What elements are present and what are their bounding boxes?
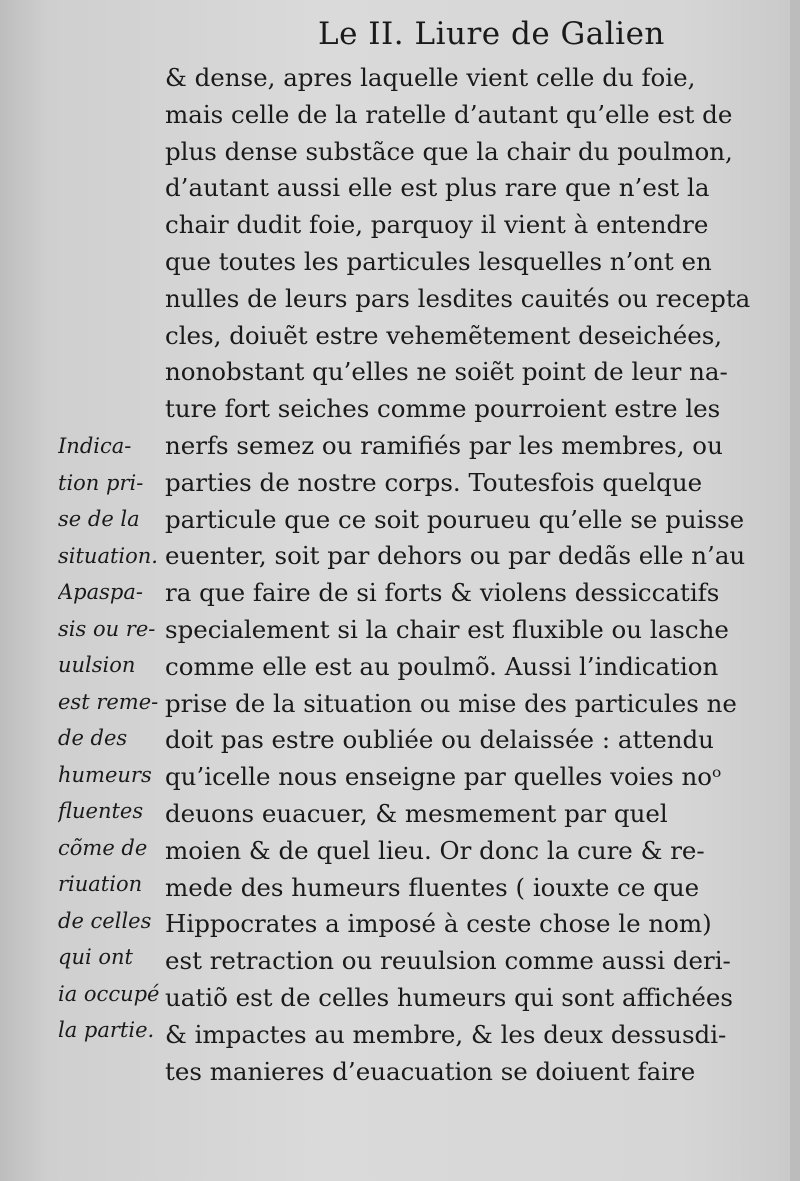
text-line: Hippocrates a imposé à ceste chose le nom) bbox=[165, 909, 712, 939]
margin-note-line: se de la bbox=[58, 507, 140, 531]
text-line: euenter, soit par dehors ou par dedãs elle n’au bbox=[165, 541, 746, 571]
margin-note-line: ia occupé bbox=[58, 981, 160, 1006]
text-line: & dense, apres laquelle vient celle du foie, bbox=[165, 63, 696, 92]
page-edge-shadow bbox=[790, 0, 800, 1181]
text-line: mais celle de la ratelle d’autant qu’elle est de bbox=[165, 99, 733, 129]
margin-note-line: humeurs bbox=[58, 762, 152, 787]
margin-note-line: la partie. bbox=[58, 1018, 155, 1042]
margin-note-line: sis ou re- bbox=[58, 616, 156, 641]
text-line: deuons euacuer, & mesmement par quel bbox=[165, 798, 668, 828]
text-line: que toutes les particules lesquelles n’ont en bbox=[165, 246, 712, 276]
margin-note-line: fluentes bbox=[58, 799, 144, 823]
margin-note-line: cõme de bbox=[58, 835, 148, 860]
text-line: ture fort seiches comme pourroient estre les bbox=[165, 394, 721, 424]
text-line: d’autant aussi elle est plus rare que n’est la bbox=[165, 173, 710, 203]
margin-note-line: uulsion bbox=[58, 653, 136, 677]
margin-note-line: riuation bbox=[58, 872, 143, 896]
text-line: parties de nostre corps. Toutesfois quelque bbox=[165, 467, 703, 497]
text-line: specialement si la chair est fluxible ou lasche bbox=[165, 614, 729, 644]
margin-note-line: tion pri- bbox=[58, 470, 144, 495]
text-line: doit pas estre oubliée ou delaissée : attendu bbox=[165, 725, 714, 755]
running-title: Le II. Liure de Galien bbox=[318, 16, 665, 52]
margin-note-line: qui ont bbox=[58, 945, 133, 969]
margin-note-line: Apaspa- bbox=[58, 580, 143, 604]
text-line: moien & de quel lieu. Or donc la cure & re- bbox=[165, 835, 705, 865]
text-line: prise de la situation ou mise des particules ne bbox=[165, 688, 737, 718]
text-line: tes manieres d’euacuation se doiuent faire bbox=[165, 1056, 696, 1086]
text-line: & impactes au membre, & les deux dessusdi- bbox=[165, 1019, 727, 1049]
text-line: nulles de leurs pars lesdites cauités ou recepta bbox=[165, 283, 751, 313]
text-line: ra que faire de si forts & violens dessiccatifs bbox=[165, 578, 720, 608]
text-line: plus dense substãce que la chair du poulmon, bbox=[165, 136, 733, 166]
main-text-block bbox=[165, 60, 785, 1090]
text-line: mede des humeurs fluentes ( iouxte ce que bbox=[165, 872, 700, 902]
text-line: nonobstant qu’elles ne soiẽt point de leur na- bbox=[165, 357, 728, 387]
text-line: cles, doiuẽt estre vehemẽtement deseichées, bbox=[165, 320, 723, 350]
text-line: comme elle est au poulmõ. Aussi l’indication bbox=[165, 651, 719, 681]
margin-notes bbox=[58, 428, 182, 1049]
margin-note-line: situation. bbox=[58, 543, 158, 568]
text-line: est retraction ou reuulsion comme aussi deri- bbox=[165, 946, 731, 976]
text-line: nerfs semez ou ramifiés par les membres, ou bbox=[165, 430, 723, 460]
text-line: particule que ce soit pourueu qu’elle se puisse bbox=[165, 504, 745, 534]
text-line: qu’icelle nous enseigne par quelles voies noᵒ bbox=[165, 762, 722, 792]
margin-note-line: de des bbox=[58, 726, 128, 750]
margin-note-line: est reme- bbox=[58, 689, 159, 714]
text-line: uatiõ est de celles humeurs qui sont affichées bbox=[165, 982, 733, 1012]
margin-note-line: de celles bbox=[58, 908, 152, 933]
margin-note-line: Indica- bbox=[58, 434, 132, 458]
text-line: chair dudit foie, parquoy il vient à entendre bbox=[165, 210, 709, 240]
